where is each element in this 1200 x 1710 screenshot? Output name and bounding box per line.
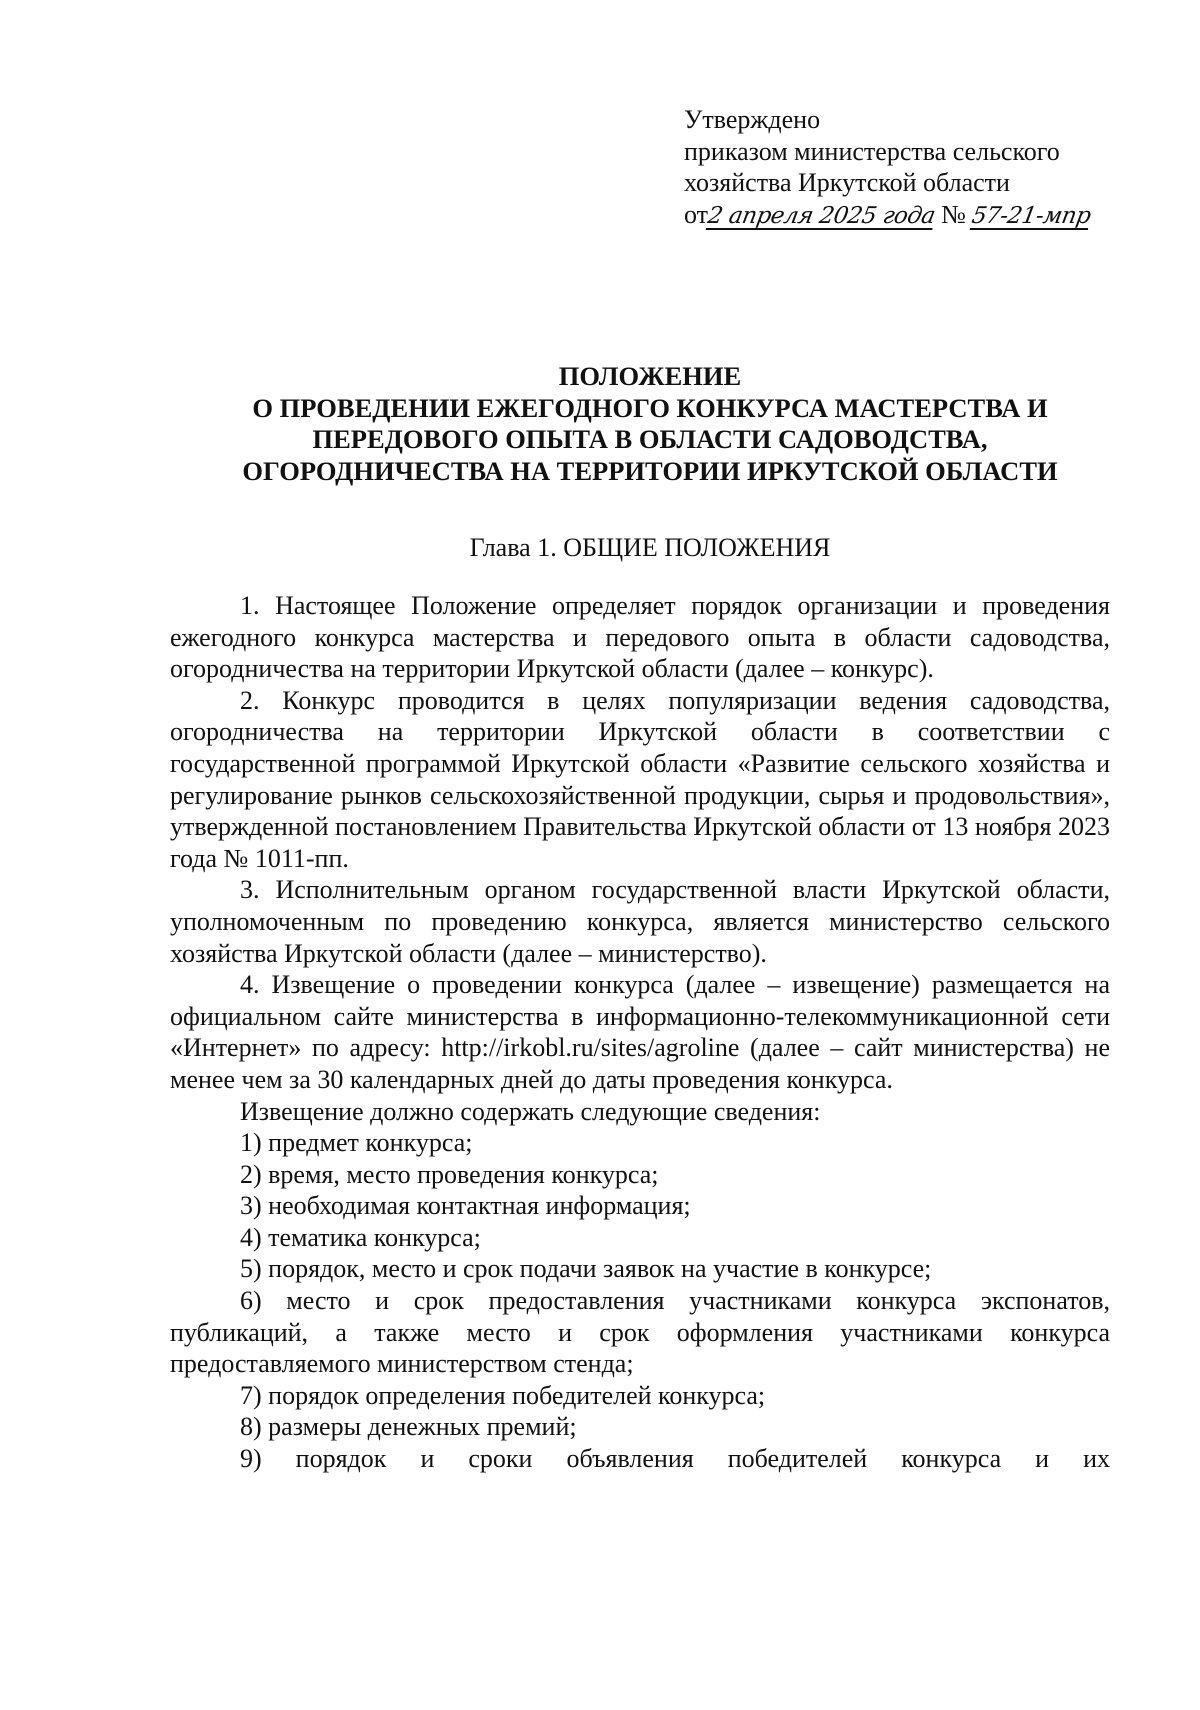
paragraph-2: 2. Конкурс проводится в целях популяризации ведения садоводства, огородничества на территории Иркутской области в соответствии с государственной программой Иркутской области «Развитие сельского хозяйства и регулирование рынков сельскохозяйственной продукции, сырья и продовольствия», утвержденной постановлением Правительства Иркутской области от 13 ноября 2023 года № 1011-пп. [170,685,1110,873]
date-prefix: от [684,199,709,229]
list-item: 4) тематика конкурса; [240,1222,481,1252]
approval-date-line [684,199,1094,233]
chapter-heading: Глава 1. ОБЩИЕ ПОЛОЖЕНИЯ [469,533,831,562]
paragraph-4: 4. Извещение о проведении конкурса (далее – извещение) размещается на официальном сайте министерства в информационно-телекоммуникационной сети «Интернет» по адресу: http://irkobl.ru/sites/agroline (далее – сайт министерства) не менее чем за 30 календарных дней до даты проведения конкурса. [170,970,1110,1094]
title-line-1: ПОЛОЖЕНИЕ [558,361,742,391]
list-item: 2) время, место проведения конкурса; [240,1159,659,1189]
list-item: 5) порядок, место и срок подачи заявок на участие в конкурсе; [240,1254,932,1284]
list-item: 1) предмет конкурса; [240,1128,473,1158]
list-item: 9) порядок и сроки объявления победителей конкурса и их [240,1444,1110,1474]
approval-block [684,104,1094,232]
list-item: 8) размеры денежных премий; [240,1412,577,1442]
document-title [150,361,1150,487]
approval-line-3: хозяйства Иркутской области [684,168,1010,197]
number-prefix: № [941,199,966,229]
title-line-2: О ПРОВЕДЕНИИ ЕЖЕГОДНОГО КОНКУРСА МАСТЕРСТВА И [252,392,1048,423]
paragraph-5: Извещение должно содержать следующие сведения: [240,1096,821,1126]
handwritten-number: 57-21-мпр [970,202,1094,229]
list-item: 3) необходимая контактная информация; [240,1191,691,1221]
title-line-4: ОГОРОДНИЧЕСТВА НА ТЕРРИТОРИИ ИРКУТСКОЙ ОБЛАСТИ [242,455,1058,486]
paragraph-3: 3. Исполнительным органом государственной власти Иркутской области, уполномоченным по проведению конкурса, является министерство сельского хозяйства Иркутской области (далее – министерство). [170,875,1110,968]
document-body [170,590,1110,1475]
list-item: 6) место и срок предоставления участниками конкурса экспонатов, публикаций, а также место и срок оформления участниками конкурса предоставляемого министерством стенда; [170,1286,1110,1379]
list-item: 7) порядок определения победителей конкурса; [240,1380,766,1410]
title-line-3: ПЕРЕДОВОГО ОПЫТА В ОБЛАСТИ САДОВОДСТВА, [312,424,988,454]
paragraph-1: 1. Настоящее Положение определяет порядок организации и проведения ежегодного конкурса мастерства и передового опыта в области садоводства, огородничества на территории Иркутской области (далее – конкурс). [170,591,1110,684]
approval-line-1: Утверждено [684,105,821,134]
approval-line-2: приказом министерства сельского [684,136,1060,166]
handwritten-date: 2 апреля 2025 года [705,202,938,229]
